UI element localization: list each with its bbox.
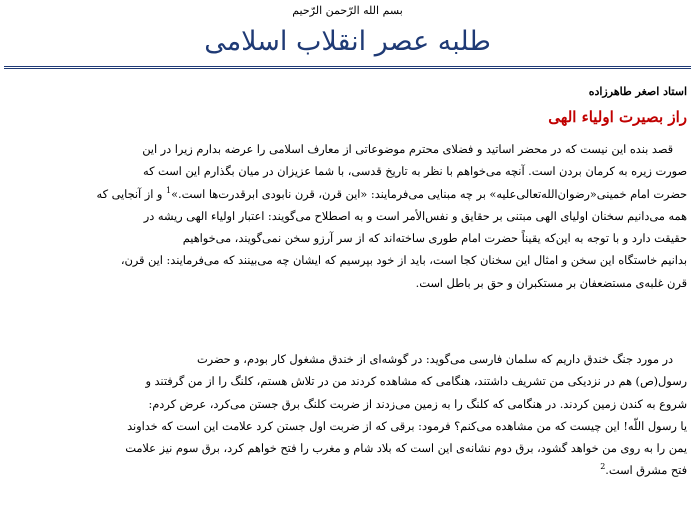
- paragraph-1-line: [7, 184, 687, 206]
- paragraph-2-line: رسول(ص) هم در نزدیکی من تشریف داشتند، هنگامی که مشاهده کردند من در تلاش هستم، کلنگ را از من گرفتند و: [145, 375, 687, 389]
- title-divider: [4, 66, 691, 69]
- quote-text: حضرت امام خمینی«رضوان‌الله‌تعالی‌علیه» بر چه مبنایی می‌فرمایند: «این قرن، قرن نابودی ابرقدرت‌ها است.»: [171, 187, 687, 201]
- line-tail: و از آنجایی که: [96, 187, 166, 201]
- paragraph-1-line: صورت زیره به کرمان بردن است. آنچه می‌خواهم با نظر به تاریخ قدسی، با شما عزیزان در میان بگذارم این است که: [143, 165, 687, 179]
- paragraph-2-line: شروع به کندن زمین کردند. در هنگامی که کلنگ را به زمین می‌زدند از ضربت کلنگ برق جستن می‌کرد، عرض کردم:: [148, 397, 687, 411]
- author-name: استاد اصغر طاهرزاده: [588, 85, 687, 98]
- section-heading: راز بصیرت اولیاء الهی: [548, 108, 687, 126]
- paragraph-2-line: [7, 460, 687, 482]
- paragraph-2: [7, 349, 687, 483]
- closing-text: فتح مشرق است.: [605, 464, 687, 478]
- paragraph-2-line: یمن را به روی من خواهد گشود، برق دوم نشانه‌ی این است که بلاد شام و مغرب را فتح خواهم کرد، برق سوم نیز علامت: [125, 442, 687, 456]
- paragraph-1-line: حقیقت دارد و با توجه به این‌که یقیناً حضرت امام طوری ساخته‌اند که از سر آرزو سخن نمی‌گویند، می‌خواهیم: [182, 232, 687, 246]
- paragraph-2-line: در مورد جنگ خندق داریم که سلمان فارسی می‌گوید: در گوشه‌ای از خندق مشغول کار بودم، و حضرت: [197, 353, 673, 366]
- paragraph-1-line: قرن غلبه‌ی مستضعفان بر مستکبران و حق بر باطل است.: [415, 276, 687, 290]
- paragraph-1-line: همه می‌دانیم سخنان اولیای الهی مبتنی بر حقایق و نفس‌الأمر است و به اصطلاح می‌گویند: اعتبار اولیاء الهی ریشه در: [143, 209, 687, 223]
- document-title: طلبه عصر انقلاب اسلامی: [204, 26, 491, 57]
- paragraph-1-line: بدانیم خاستگاه این سخن و امثال این سخنان کجا است، باید از خود بپرسیم که ایشان چه می‌بینند که می‌فرمایند: این قرن،: [120, 254, 687, 268]
- paragraph-2-line: یا رسول اللّه! این چیست که من مشاهده می‌کنم؟ فرمود: برقی که از ضربت اول جستن کرد علامت این است که خداوند: [127, 419, 687, 433]
- paragraph-1: [7, 139, 687, 295]
- footnote-marker-2[interactable]: 2: [600, 462, 606, 472]
- basmala: بسم الله الرّحمن الرّحیم: [292, 4, 403, 17]
- paragraph-1-line: قصد بنده این نیست که در محضر اساتید و فضلای محترم موضوعاتی از معارف اسلامی را عرضه بدارم زیرا در این: [142, 143, 673, 156]
- footnote-marker-1[interactable]: 1: [165, 185, 172, 195]
